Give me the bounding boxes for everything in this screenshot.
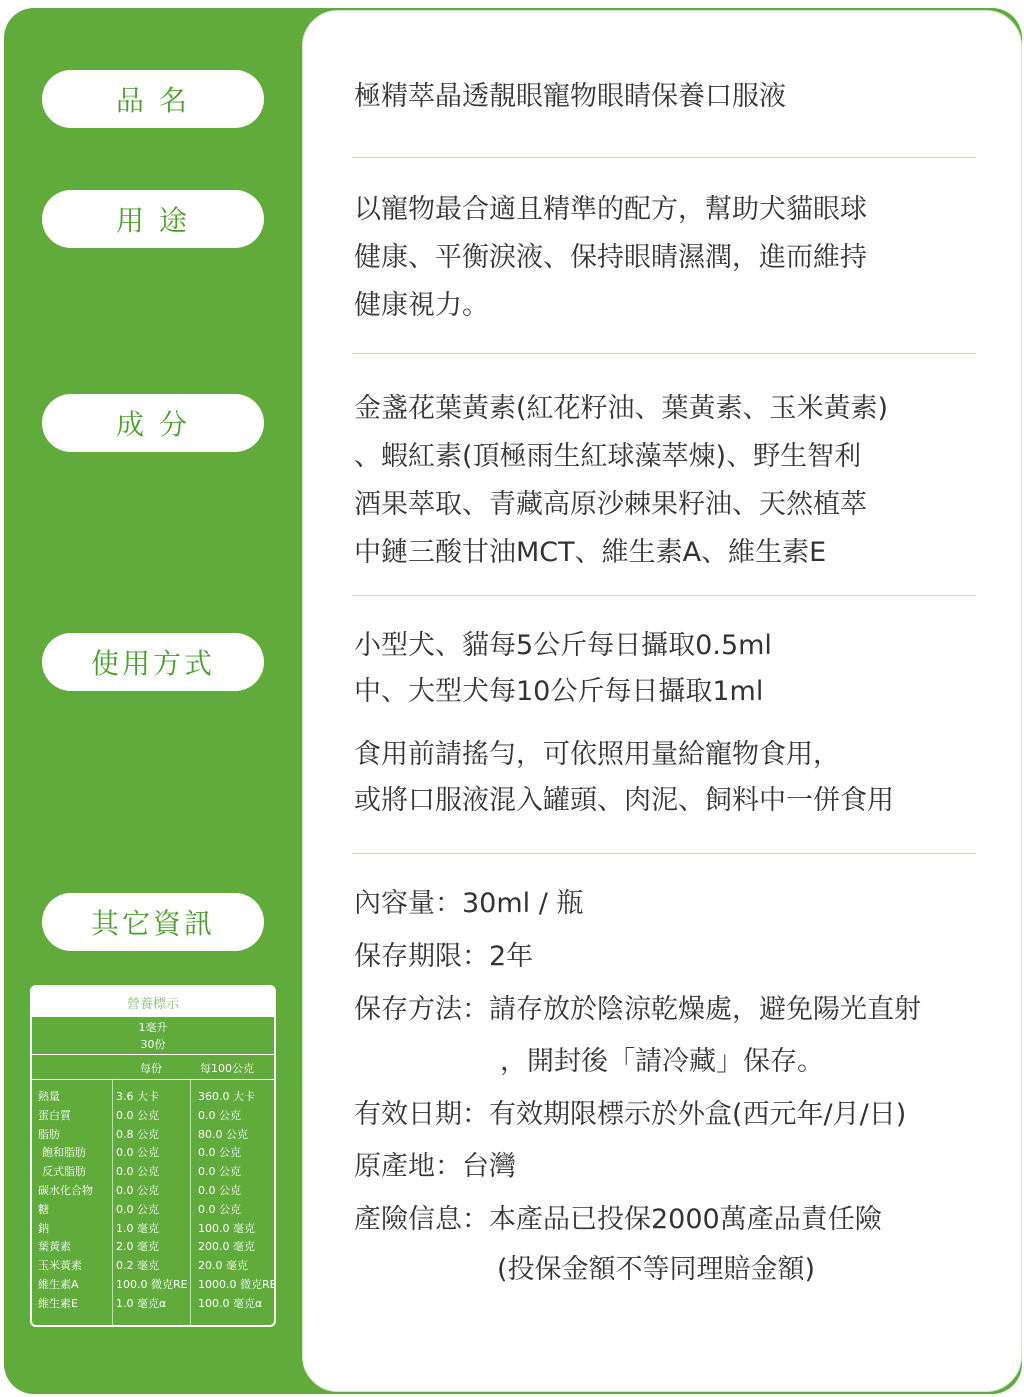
direction-line: 中、大型犬每10公斤每日攝取1ml — [354, 676, 764, 707]
label-product-name: 品 名 — [42, 70, 264, 128]
info-expiry: 有效日期：有效期限標示於外盒(西元年/月/日) — [354, 1099, 907, 1130]
usage-line: 健康、平衡淚液、保持眼睛濕潤，進而維持 — [354, 242, 867, 273]
divider — [352, 157, 976, 158]
nutrient-per-100: 0.0 公克 — [198, 1184, 241, 1197]
nutrient-per-100: 0.0 公克 — [198, 1146, 241, 1160]
nutrient-per-100: 20.0 毫克 — [198, 1259, 248, 1273]
nutrient-per-100: 0.0 公克 — [198, 1108, 241, 1122]
info-content: 內容量：30ml / 瓶 — [354, 888, 584, 919]
nutrition-serving — [32, 1017, 274, 1055]
nutrient-per-serving: 2.0 毫克 — [116, 1240, 159, 1254]
nutrient-per-serving: 0.8 公克 — [116, 1127, 159, 1141]
nutrient-name: 鈉 — [38, 1221, 49, 1235]
nutrition-row — [32, 1106, 274, 1124]
nutrition-row — [32, 1219, 274, 1237]
nutrition-row — [32, 1256, 274, 1274]
nutrient-per-serving: 0.0 公克 — [116, 1184, 159, 1197]
label-other-info: 其它資訊 — [42, 893, 264, 951]
col-per-100: 每100公克 — [200, 1062, 254, 1075]
nutrient-per-serving: 0.0 公克 — [116, 1202, 159, 1216]
nutrient-name: 脂肪 — [38, 1127, 60, 1141]
nutrition-row — [32, 1125, 274, 1143]
nutrient-per-serving: 3.6 大卡 — [116, 1090, 159, 1103]
nutrient-per-serving: 1.0 毫克α — [116, 1296, 167, 1310]
nutrient-per-100: 0.0 公克 — [198, 1202, 241, 1216]
nutrient-per-100: 200.0 毫克 — [198, 1240, 255, 1254]
nutrient-per-100: 80.0 公克 — [198, 1127, 248, 1141]
usage-line: 健康視力。 — [354, 290, 489, 321]
nutrition-title: 營養標示 — [32, 987, 274, 1017]
nutrient-per-serving: 0.0 公克 — [116, 1146, 159, 1160]
info-storage-cont: ，開封後「請冷藏」保存。 — [500, 1046, 824, 1077]
info-insurance: 產險信息：本產品已投保2000萬產品責任險 — [354, 1204, 882, 1235]
divider — [352, 595, 976, 596]
nutrient-per-100: 100.0 毫克α — [198, 1296, 263, 1310]
nutrition-row — [32, 1200, 274, 1218]
nutrient-name: 玉米黃素 — [38, 1259, 82, 1273]
nutrition-row — [32, 1143, 274, 1161]
nutrient-name: 維生素A — [38, 1278, 79, 1291]
direction-line: 食用前請搖勻，可依照用量給寵物食用， — [354, 739, 840, 770]
ingredient-line: 金盞花葉黃素(紅花籽油、葉黃素、玉米黃素) — [354, 393, 889, 424]
product-name — [354, 73, 786, 121]
info-insurance-cont: (投保金額不等同理賠金額) — [497, 1254, 816, 1285]
nutrient-name: 飽和脂肪 — [42, 1146, 86, 1160]
nutrition-row — [32, 1181, 274, 1199]
nutrition-row — [32, 1237, 274, 1255]
nutrient-per-serving: 100.0 微克RE — [116, 1278, 188, 1291]
nutrient-name: 反式脂肪 — [42, 1165, 86, 1179]
direction-line: 或將口服液混入罐頭、肉泥、飼料中一併食用 — [354, 785, 894, 816]
nutrient-name: 葉黃素 — [38, 1240, 71, 1254]
nutrient-per-100: 100.0 毫克 — [198, 1221, 255, 1235]
info-shelf-life: 保存期限：2年 — [354, 941, 534, 972]
ingredients-text — [354, 385, 888, 577]
nutrient-name: 碳水化合物 — [38, 1184, 93, 1197]
nutrient-per-serving: 1.0 毫克 — [116, 1221, 159, 1235]
nutrition-row — [32, 1294, 274, 1312]
info-origin: 原產地：台灣 — [354, 1151, 516, 1182]
nutrition-column-headers — [32, 1055, 274, 1080]
divider — [352, 853, 976, 854]
nutrient-per-serving: 0.2 毫克 — [116, 1259, 159, 1273]
nutrient-name: 糖 — [38, 1202, 49, 1216]
info-storage: 保存方法：請存放於陰涼乾燥處，避免陽光直射 — [354, 994, 921, 1025]
servings-count: 30份 — [140, 1038, 166, 1051]
direction-line: 小型犬、貓每5公斤每日攝取0.5ml — [354, 630, 772, 661]
directions-feeding — [354, 732, 894, 824]
nutrition-facts-table — [30, 985, 276, 1327]
nutrient-per-serving: 0.0 公克 — [116, 1165, 159, 1179]
nutrient-per-100: 0.0 公克 — [198, 1165, 241, 1179]
nutrient-name: 熱量 — [38, 1090, 60, 1103]
nutrient-per-serving: 0.0 公克 — [116, 1108, 159, 1122]
nutrition-row — [32, 1162, 274, 1180]
directions-dosage — [354, 623, 772, 715]
nutrient-name: 蛋白質 — [38, 1108, 71, 1122]
nutrient-name: 維生素E — [38, 1296, 78, 1310]
nutrient-per-100: 360.0 大卡 — [198, 1090, 255, 1103]
serving-size: 1毫升 — [138, 1021, 168, 1034]
usage-line: 以寵物最合適且精準的配方，幫助犬貓眼球 — [354, 194, 867, 225]
product-name-text: 極精萃晶透靚眼寵物眼睛保養口服液 — [354, 81, 786, 112]
nutrient-per-100: 1000.0 微克RE — [198, 1278, 277, 1291]
label-usage: 用 途 — [42, 190, 264, 248]
label-directions: 使用方式 — [42, 633, 264, 691]
ingredient-line: 、蝦紅素(頂極雨生紅球藻萃煉)、野生智利 — [354, 441, 862, 472]
nutrition-row — [32, 1275, 277, 1293]
nutrition-row — [32, 1087, 274, 1105]
divider — [352, 353, 976, 354]
label-ingredients: 成 分 — [42, 394, 264, 452]
ingredient-line: 中鏈三酸甘油MCT、維生素A、維生素E — [354, 537, 827, 568]
col-per-serving: 每份 — [140, 1062, 162, 1075]
ingredient-line: 酒果萃取、青藏高原沙棘果籽油、天然植萃 — [354, 489, 867, 520]
usage-text — [354, 186, 867, 330]
